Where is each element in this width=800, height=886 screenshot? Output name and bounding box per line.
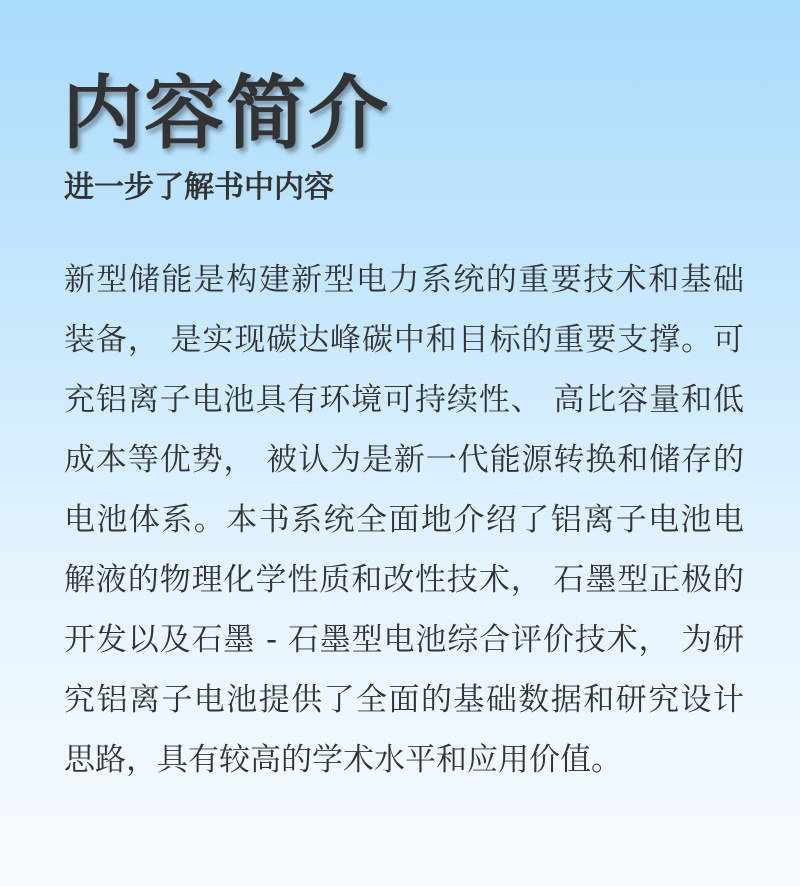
intro-paragraph [64,250,744,790]
paragraph-line: 究铝离子电池提供了全面的基础数据和研究设计 [64,682,744,718]
paragraph-line: 成本等优势， 被认为是新一代能源转换和储存的 [64,442,744,478]
paragraph-line: 开发以及石墨 - 石墨型电池综合评价技术， 为研 [64,622,744,658]
page-title: 内容简介 [62,67,390,160]
paragraph-line: 解液的物理化学性质和改性技术， 石墨型正极的 [64,562,744,598]
paragraph-line: 充铝离子电池具有环境可持续性、 高比容量和低 [64,382,744,418]
paragraph-line: 装备， 是实现碳达峰碳中和目标的重要支撑。可 [64,322,744,358]
paragraph-line: 新型储能是构建新型电力系统的重要技术和基础 [64,262,744,298]
paragraph-line: 电池体系。本书系统全面地介绍了铝离子电池电 [64,502,744,538]
page-subtitle: 进一步了解书中内容 [64,170,334,205]
paragraph-line: 思路，具有较高的学术水平和应用价值。 [64,742,622,778]
